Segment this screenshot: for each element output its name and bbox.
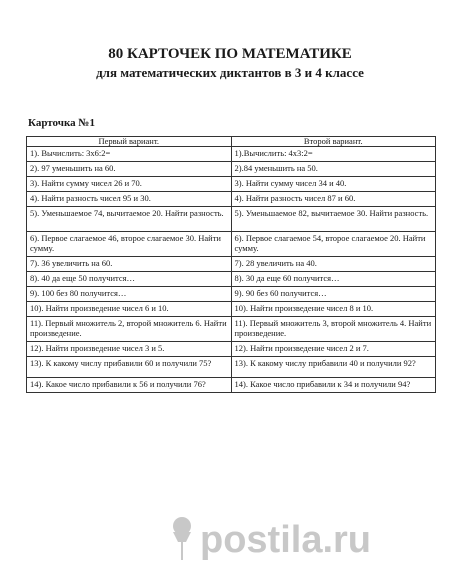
table-row — [27, 378, 436, 393]
cell-variant-2: 6). Первое слагаемое 54, второе слагаемое 20. Найти сумму. — [231, 232, 436, 257]
watermark-text: postila.ru — [200, 519, 372, 561]
cell-variant-1: 12). Найти произведение чисел 3 и 5. — [27, 342, 232, 357]
table-row — [27, 342, 436, 357]
cell-variant-1: 14). Какое число прибавили к 56 и получили 76? — [27, 378, 232, 393]
table-body — [27, 147, 436, 393]
cell-variant-1: 1). Вычислить: 3x6:2= — [27, 147, 232, 162]
cell-variant-1: 4). Найти разность чисел 95 и 30. — [27, 192, 232, 207]
table-row — [27, 192, 436, 207]
cards-table — [26, 136, 436, 393]
table-header-row — [27, 137, 436, 147]
cell-variant-1: 11). Первый множитель 2, второй множитель 6. Найти произведение. — [27, 317, 232, 342]
cell-variant-2: 1).Вычислить: 4x3:2= — [231, 147, 436, 162]
cell-variant-2: 3). Найти сумму чисел 34 и 40. — [231, 177, 436, 192]
table-row — [27, 357, 436, 378]
cell-variant-1: 7). 36 увеличить на 60. — [27, 257, 232, 272]
column-header-variant-2: Второй вариант. — [231, 137, 436, 147]
cell-variant-2: 5). Уменьшаемое 82, вычитаемое 30. Найти разность. — [231, 207, 436, 232]
page-subtitle: для математических диктантов в 3 и 4 классе — [96, 65, 364, 80]
table-row — [27, 162, 436, 177]
table-row — [27, 272, 436, 287]
table-row — [27, 147, 436, 162]
table-row — [27, 232, 436, 257]
cell-variant-1: 6). Первое слагаемое 46, второе слагаемое 30. Найти сумму. — [27, 232, 232, 257]
cell-variant-1: 3). Найти сумму чисел 26 и 70. — [27, 177, 232, 192]
cell-variant-1: 13). К какому числу прибавили 60 и получили 75? — [27, 357, 232, 378]
table-row — [27, 207, 436, 232]
cell-variant-1: 5). Уменьшаемое 74, вычитаемое 20. Найти разность. — [27, 207, 232, 232]
cell-variant-2: 12). Найти произведение чисел 2 и 7. — [231, 342, 436, 357]
cell-variant-1: 9). 100 без 80 получится… — [27, 287, 232, 302]
cell-variant-2: 2).84 уменьшить на 50. — [231, 162, 436, 177]
cell-variant-2: 14). Какое число прибавили к 34 и получили 94? — [231, 378, 436, 393]
table-row — [27, 317, 436, 342]
table-row — [27, 287, 436, 302]
cell-variant-1: 8). 40 да еще 50 получится… — [27, 272, 232, 287]
cell-variant-2: 13). К какому числу прибавили 40 и получили 92? — [231, 357, 436, 378]
cell-variant-2: 8). 30 да еще 60 получится… — [231, 272, 436, 287]
watermark-logo — [160, 508, 400, 570]
cell-variant-2: 4). Найти разность чисел 87 и 60. — [231, 192, 436, 207]
cell-variant-1: 2). 97 уменьшить на 60. — [27, 162, 232, 177]
table-row — [27, 177, 436, 192]
cell-variant-2: 10). Найти произведение чисел 8 и 10. — [231, 302, 436, 317]
cell-variant-2: 7). 28 увеличить на 40. — [231, 257, 436, 272]
table-row — [27, 302, 436, 317]
cell-variant-2: 9). 90 без 60 получится… — [231, 287, 436, 302]
pin-icon — [173, 517, 191, 560]
column-header-variant-1: Первый вариант. — [27, 137, 232, 147]
cell-variant-2: 11). Первый множитель 3, второй множитель 4. Найти произведение. — [231, 317, 436, 342]
card-title: Карточка №1 — [28, 117, 95, 129]
page-title: 80 КАРТОЧЕК ПО МАТЕМАТИКЕ — [108, 46, 352, 62]
cell-variant-1: 10). Найти произведение чисел 6 и 10. — [27, 302, 232, 317]
table-row — [27, 257, 436, 272]
